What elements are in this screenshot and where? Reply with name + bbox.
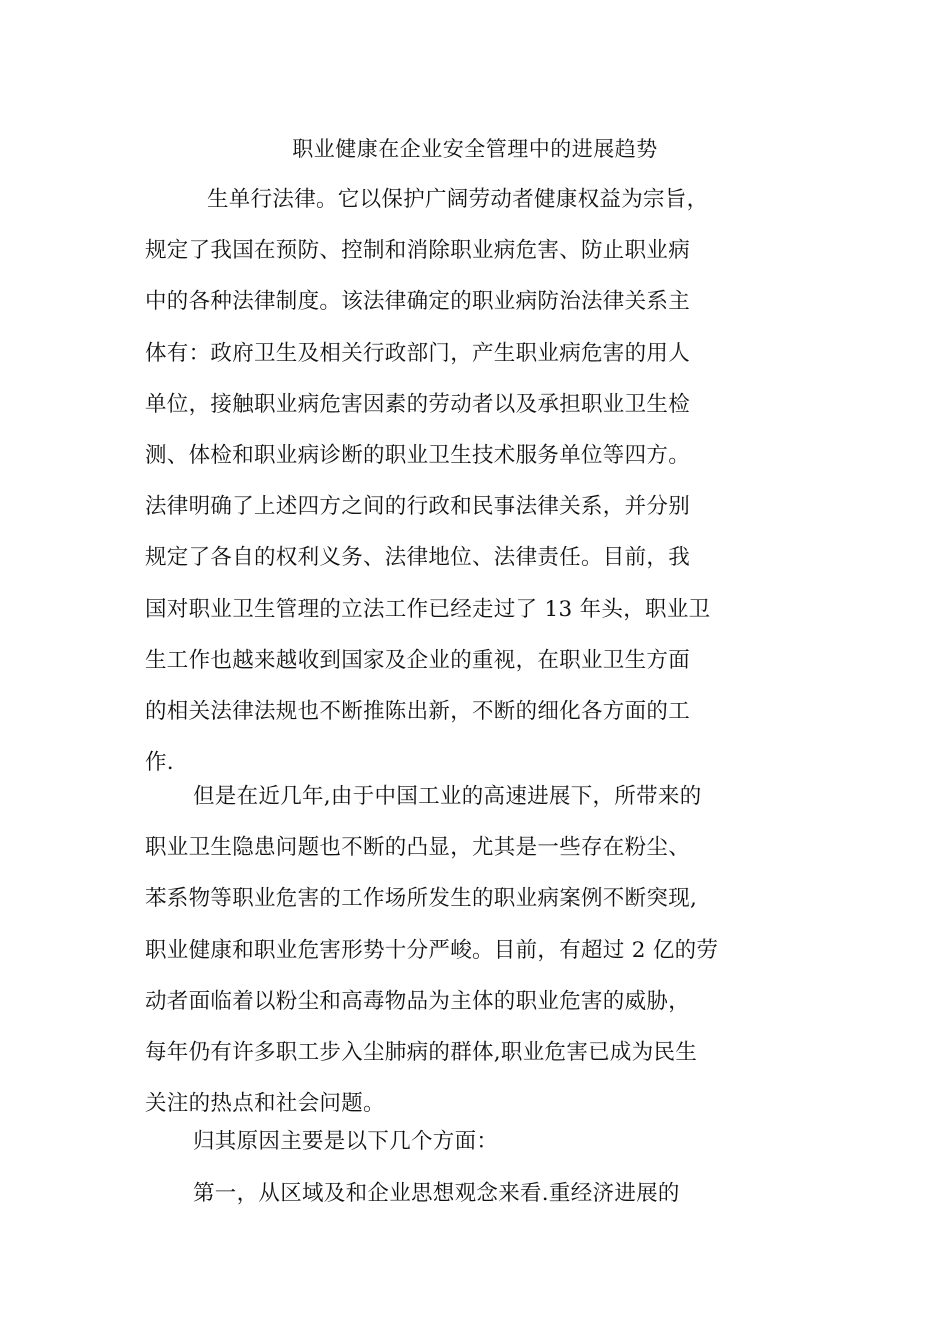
paragraph-2 bbox=[145, 771, 825, 1129]
text-line: 的相关法律法规也不断推陈出新，不断的细化各方面的工 bbox=[145, 698, 691, 724]
text-line: 中的各种法律制度。该法律确定的职业病防治法律关系主 bbox=[145, 289, 691, 315]
text-line: 测、体检和职业病诊断的职业卫生技术服务单位等四方。 bbox=[145, 442, 691, 468]
paragraph-1 bbox=[145, 174, 825, 788]
text-line: 动者面临着以粉尘和高毒物品为主体的职业危害的威胁， bbox=[145, 988, 691, 1014]
text-line: 生工作也越来越收到国家及企业的重视，在职业卫生方面 bbox=[145, 647, 691, 673]
text-line: 关注的热点和社会问题。 bbox=[145, 1091, 385, 1117]
paragraph-3 bbox=[145, 1116, 825, 1167]
text-line: 体有：政府卫生及相关行政部门，产生职业病危害的用人 bbox=[145, 340, 691, 366]
text-line: 生单行法律。它以保护广阔劳动者健康权益为宗旨， bbox=[207, 187, 709, 212]
text-line: 规定了各自的权利义务、法律地位、法律责任。目前，我 bbox=[145, 545, 691, 571]
text-line: 每年仍有许多职工步入尘肺病的群体,职业危害已成为民生 bbox=[145, 1039, 698, 1065]
text-line: 归其原因主要是以下几个方面： bbox=[193, 1129, 499, 1154]
text-line: 法律明确了上述四方之间的行政和民事法律关系，并分别 bbox=[145, 494, 691, 520]
text-line: 第一，从区域及和企业思想观念来看.重经济进展的 bbox=[193, 1181, 680, 1206]
text-line: 单位，接触职业病危害因素的劳动者以及承担职业卫生检 bbox=[145, 391, 691, 417]
text-line: 职业健康和职业危害形势十分严峻。目前，有超过 2 亿的劳 bbox=[145, 937, 719, 963]
text-line: 国对职业卫生管理的立法工作已经走过了 13 年头，职业卫 bbox=[145, 596, 711, 622]
document-title: 职业健康在企业安全管理中的进展趋势 bbox=[292, 137, 658, 161]
text-line: 但是在近几年,由于中国工业的高速进展下，所带来的 bbox=[193, 784, 702, 809]
text-line: 职业卫生隐患问题也不断的凸显，尤其是一些存在粉尘、 bbox=[145, 835, 691, 861]
text-line: 苯系物等职业危害的工作场所发生的职业病案例不断突现, bbox=[145, 886, 698, 912]
text-line: 规定了我国在预防、控制和消除职业病危害、防止职业病 bbox=[145, 238, 691, 264]
paragraph-4 bbox=[145, 1168, 825, 1219]
text-line: 作. bbox=[145, 750, 174, 776]
